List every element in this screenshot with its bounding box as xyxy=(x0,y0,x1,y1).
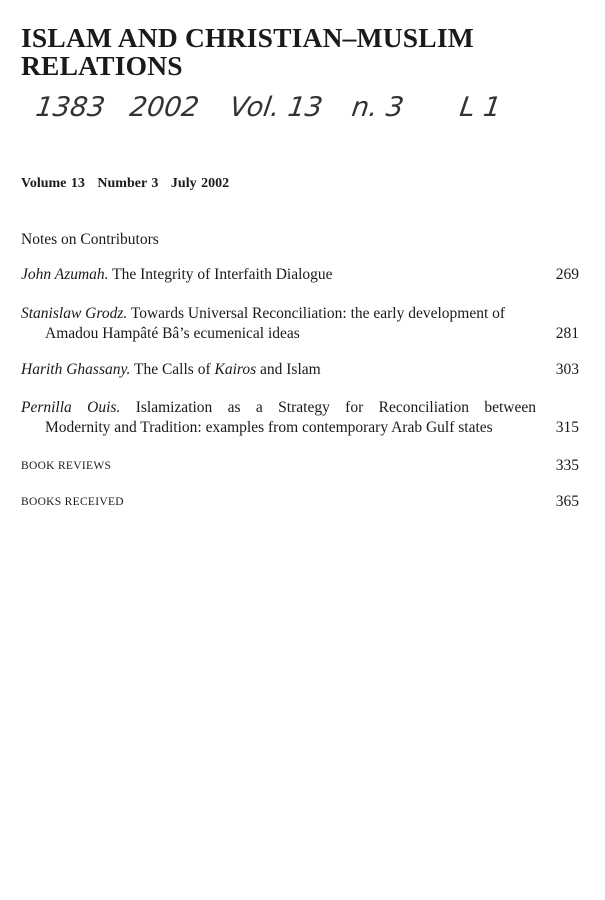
toc-page-number: 269 xyxy=(555,266,579,283)
toc-page-number: 365 xyxy=(555,493,579,510)
journal-title xyxy=(21,24,581,80)
toc-title: Towards Universal Reconciliation: the early development of xyxy=(130,305,506,322)
toc-title-continued: Modernity and Tradition: examples from contemporary Arab Gulf states xyxy=(45,419,493,436)
handwritten-number: n. 3 xyxy=(349,92,406,123)
toc-entry-text xyxy=(21,360,581,380)
toc-page-number: 303 xyxy=(555,361,579,378)
toc-entry-text xyxy=(21,304,581,324)
handwritten-call-number: 1383 xyxy=(33,92,107,123)
toc-entry xyxy=(21,360,581,380)
issue-info xyxy=(21,176,237,192)
toc-entry-book-reviews xyxy=(21,456,581,476)
toc-title-italic: Kairos xyxy=(214,361,257,378)
handwritten-annotation xyxy=(30,92,570,138)
issue-number: Number 3 xyxy=(97,176,159,191)
toc-author: Pernilla Ouis. xyxy=(21,399,121,416)
toc-title-continued: Amadou Hampâté Bâ’s ecumenical ideas xyxy=(45,325,300,342)
toc-page-number: 281 xyxy=(555,325,579,342)
toc-entry-text xyxy=(21,265,581,285)
toc-author: Harith Ghassany. xyxy=(21,361,131,378)
toc-entry xyxy=(21,304,581,344)
toc-entry-books-received xyxy=(21,492,581,512)
toc-entry xyxy=(21,398,581,438)
issue-date: July 2002 xyxy=(170,176,230,191)
books-received-label: BOOKS RECEIVED xyxy=(21,496,124,508)
toc-title-pre: The Calls of xyxy=(133,361,211,378)
toc-title: Islamization as a Strategy for Reconciliation between xyxy=(135,399,536,416)
toc-title: The Integrity of Interfaith Dialogue xyxy=(112,266,333,283)
notes-on-contributors: Notes on Contributors xyxy=(21,231,159,248)
book-reviews-label: BOOK REVIEWS xyxy=(21,460,112,472)
toc-page-number: 335 xyxy=(555,457,579,474)
issue-volume: Volume 13 xyxy=(21,176,85,191)
toc-page-number: 315 xyxy=(555,419,579,436)
handwritten-year: 2002 xyxy=(127,92,201,123)
toc-entry-text xyxy=(21,398,581,418)
toc-entry xyxy=(21,265,581,285)
toc-title-post: and Islam xyxy=(260,361,321,378)
toc-author: John Azumah. xyxy=(21,266,109,283)
journal-title-line-2: RELATIONS xyxy=(21,50,183,81)
handwritten-code: L 1 xyxy=(457,92,503,123)
journal-title-line-1: ISLAM AND CHRISTIAN–MUSLIM xyxy=(21,22,474,53)
handwritten-volume: Vol. 13 xyxy=(227,92,325,123)
toc-author: Stanislaw Grodz. xyxy=(21,305,128,322)
